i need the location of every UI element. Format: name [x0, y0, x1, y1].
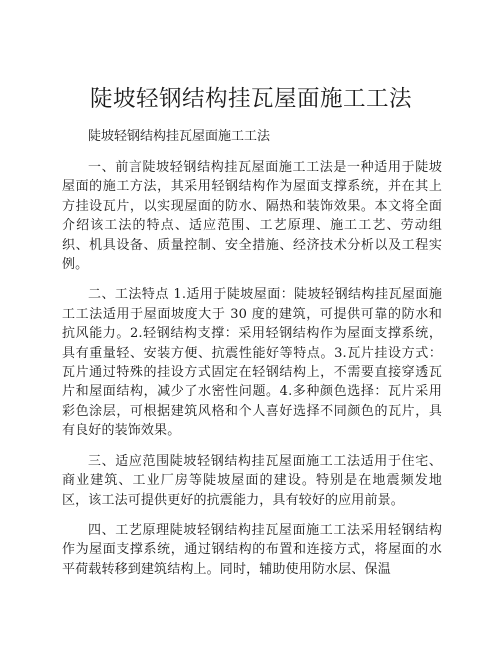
document-title: 陡坡轻钢结构挂瓦屋面施工工法 — [89, 86, 412, 112]
paragraph-features: 二、工法特点 1.适用于陡坡屋面：陡坡轻钢结构挂瓦屋面施工工法适用于屋面坡度大于 30 度的建筑，可提供可靠的防水和抗风能力。2.轻钢结构支撑：采用轻钢结构作为屋面支撑系统，具有重量轻、安装方便、抗震性能好等特点。3.瓦片挂设方式：瓦片通过特殊的挂设方式固定在轻钢结构上，不需要直接穿透瓦片和屋面结构，减少了水密性问题。4.多种颜色选择：瓦片采用彩色涂层，可根据建筑风格和个人喜好选择不同颜色的瓦片，具有良好的装饰效果。 — [62, 287, 442, 439]
paragraph-preface: 一、前言陡坡轻钢结构挂瓦屋面施工工法是一种适用于陡坡屋面的施工方法，其采用轻钢结构作为屋面支撑系统，并在其上方挂设瓦片，以实现屋面的防水、隔热和装饰效果。本文将全面介绍该工法的特点、适应范围、工艺原理、施工工艺、劳动组织、机具设备、质量控制、安全措施、经济技术分析以及工程实例。 — [62, 160, 442, 273]
document-body — [62, 127, 442, 590]
paragraph-principle: 四、工艺原理陡坡轻钢结构挂瓦屋面施工工法采用轻钢结构作为屋面支撑系统，通过钢结构的布置和连接方式，将屋面的水平荷载转移到建筑结构上。同时，辅助使用防水层、保温 — [62, 522, 442, 577]
paragraph-scope: 三、适应范围陡坡轻钢结构挂瓦屋面施工工法适用于住宅、商业建筑、工业厂房等陡坡屋面的建设。特别是在地震频发地区，该工法可提供更好的抗震能力，具有较好的应用前景。 — [62, 453, 442, 508]
document-subtitle: 陡坡轻钢结构挂瓦屋面施工工法 — [88, 129, 271, 144]
